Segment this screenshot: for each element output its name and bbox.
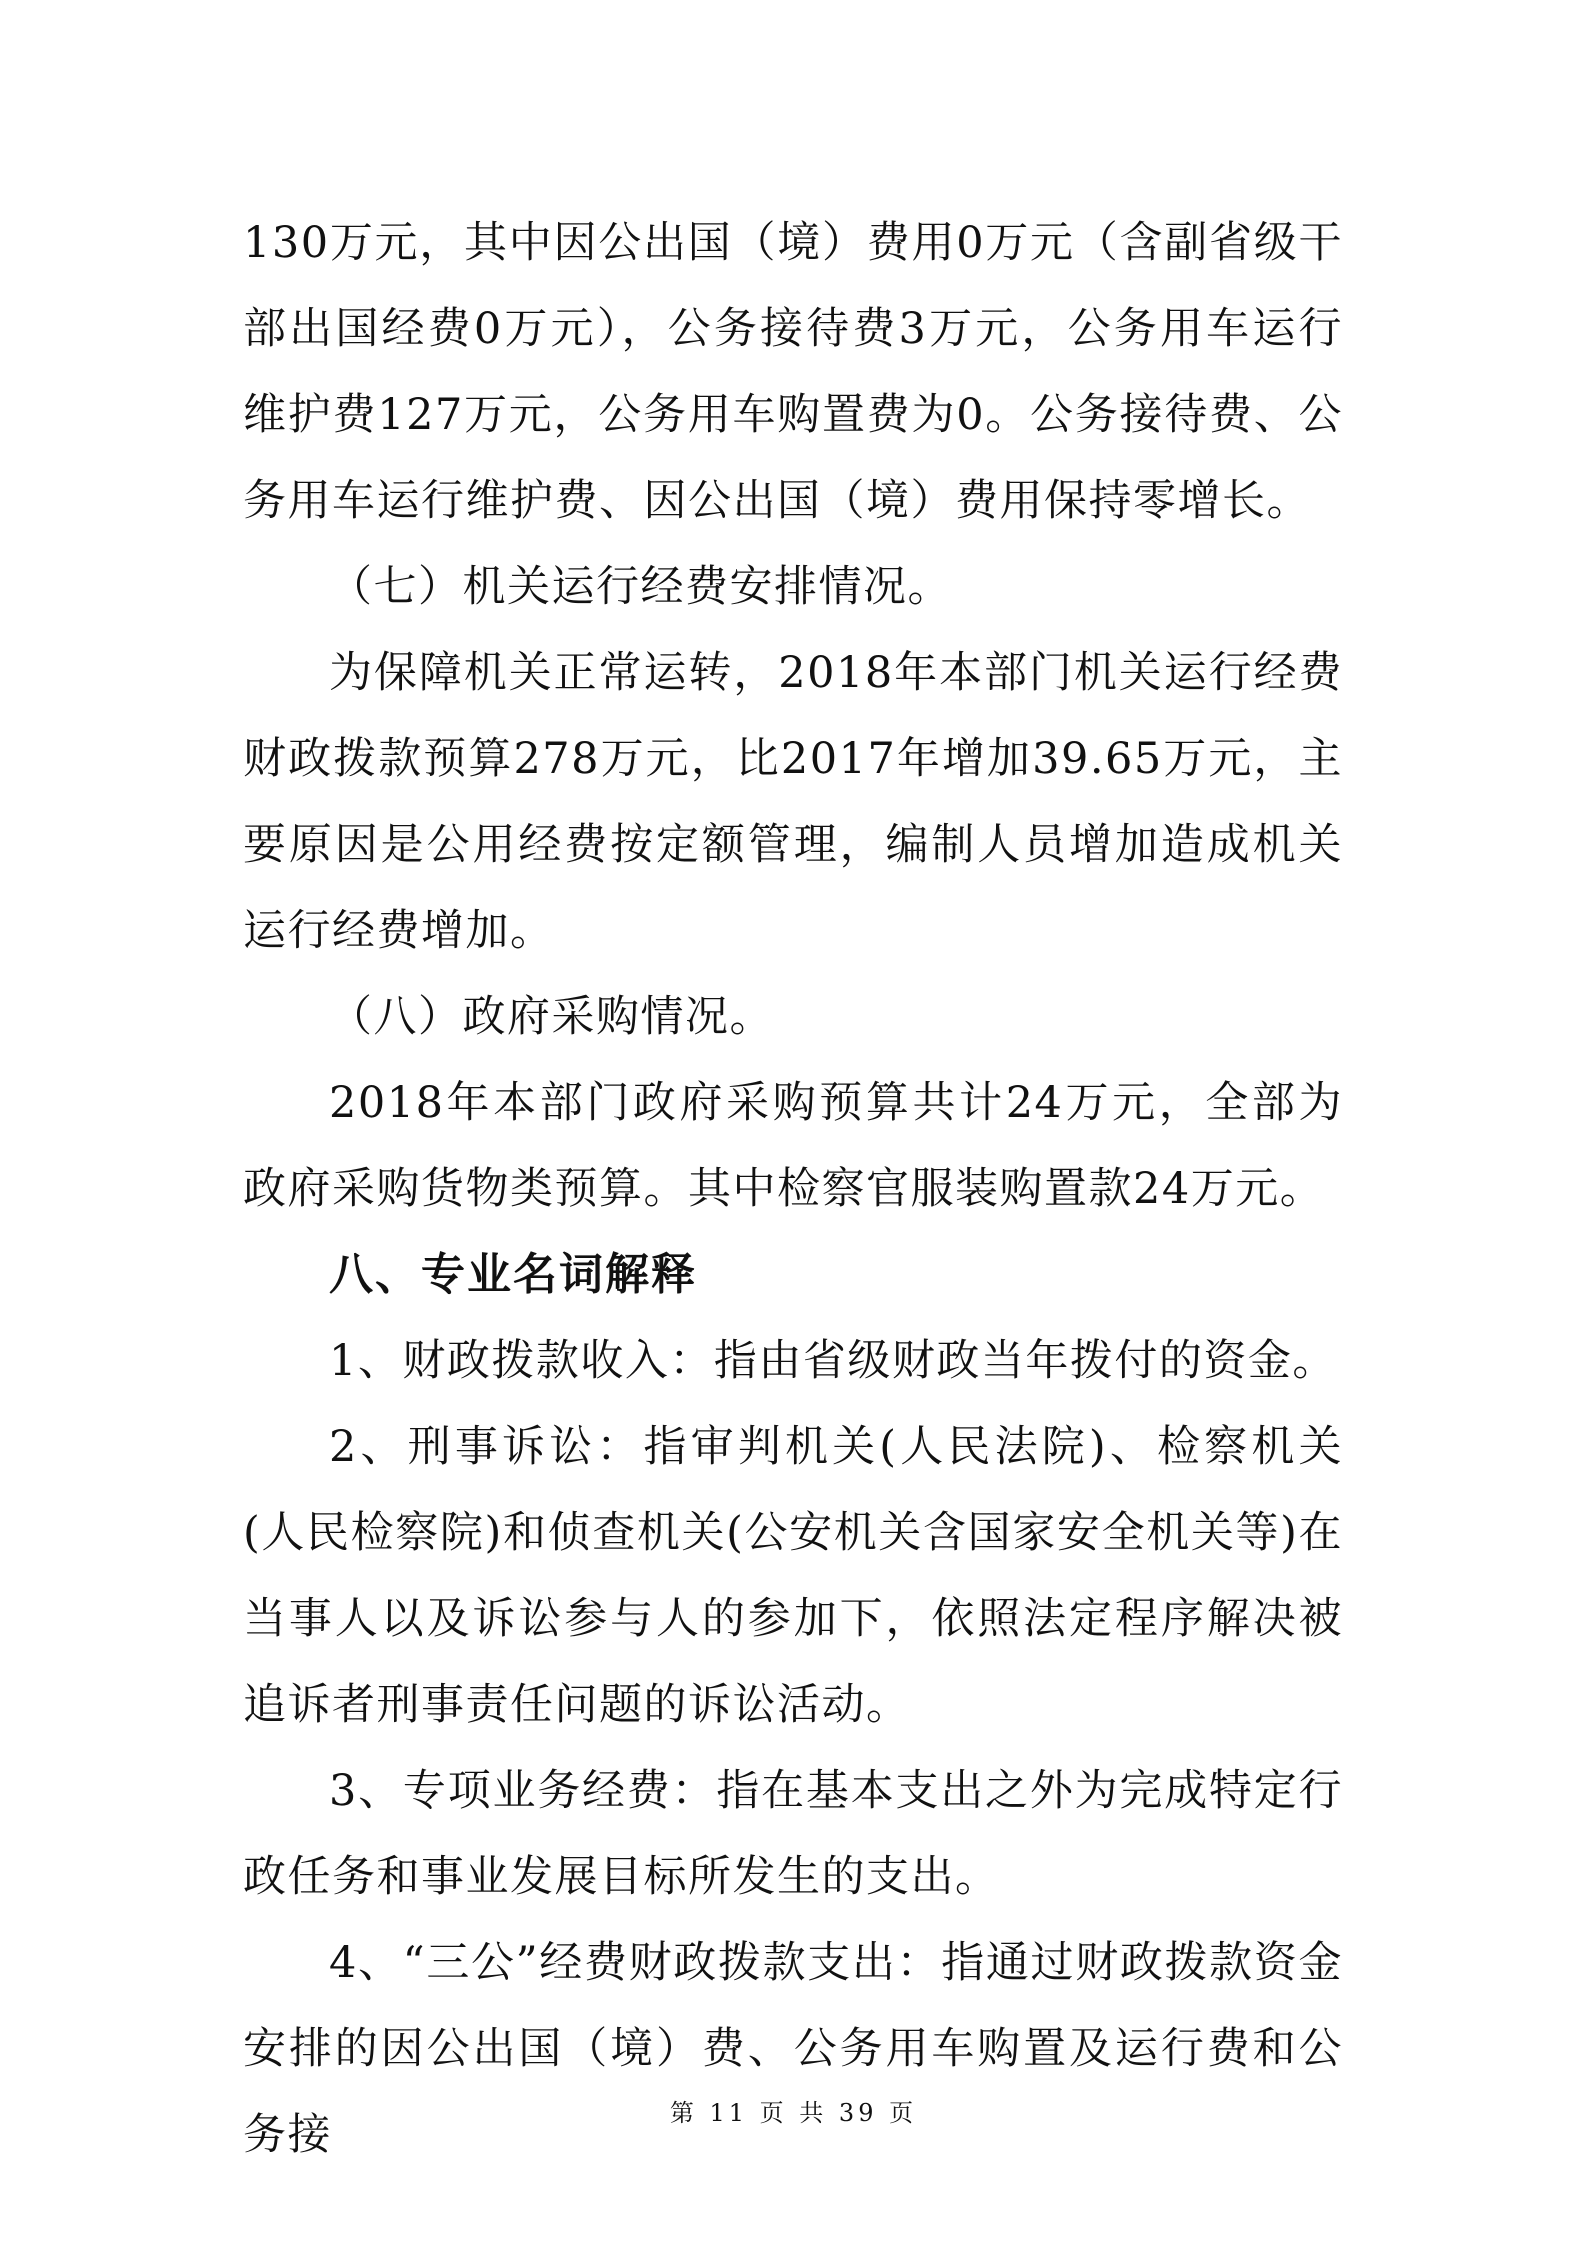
paragraph-government-procurement: 2018年本部门政府采购预算共计24万元，全部为政府采购货物类预算。其中检察官服装购置款24万元。 xyxy=(243,1078,1343,1214)
document-body xyxy=(243,200,1343,2178)
paragraph-public-expense-continued: 130万元，其中因公出国（境）费用0万元（含副省级干部出国经费0万元），公务接待费3万元，公务用车运行维护费127万元，公务用车购置费为0。公务接待费、公务用车运行维护费、因公出国（境）费用保持零增长。 xyxy=(243,218,1343,526)
paragraph-term-three-public-expenses: 4、“三公”经费财政拨款支出：指通过财政拨款资金安排的因公出国（境）费、公务用车购置及运行费和公务接 xyxy=(243,1938,1343,2160)
paragraph-term-criminal-litigation: 2、刑事诉讼：指审判机关(人民法院)、检察机关(人民检察院)和侦查机关(公安机关含国家安全机关等)在当事人以及诉讼参与人的参加下，依照法定程序解决被追诉者刑事责任问题的诉讼活动。 xyxy=(243,1422,1343,1730)
page-number-footer: 第 11 页 共 39 页 xyxy=(669,2099,918,2127)
section-heading-agency-operating-expenses: （七）机关运行经费安排情况。 xyxy=(329,562,952,612)
section-heading-terminology: 八、专业名词解释 xyxy=(329,1249,697,1300)
paragraph-agency-operating-expenses: 为保障机关正常运转，2018年本部门机关运行经费财政拨款预算278万元，比2017年增加39.65万元，主要原因是公用经费按定额管理，编制人员增加造成机关运行经费增加。 xyxy=(243,648,1343,956)
paragraph-term-special-business-expenses: 3、专项业务经费：指在基本支出之外为完成特定行政任务和事业发展目标所发生的支出。 xyxy=(243,1766,1343,1902)
section-heading-government-procurement: （八）政府采购情况。 xyxy=(329,992,774,1042)
paragraph-term-fiscal-income: 1、财政拨款收入：指由省级财政当年拨付的资金。 xyxy=(329,1336,1337,1386)
